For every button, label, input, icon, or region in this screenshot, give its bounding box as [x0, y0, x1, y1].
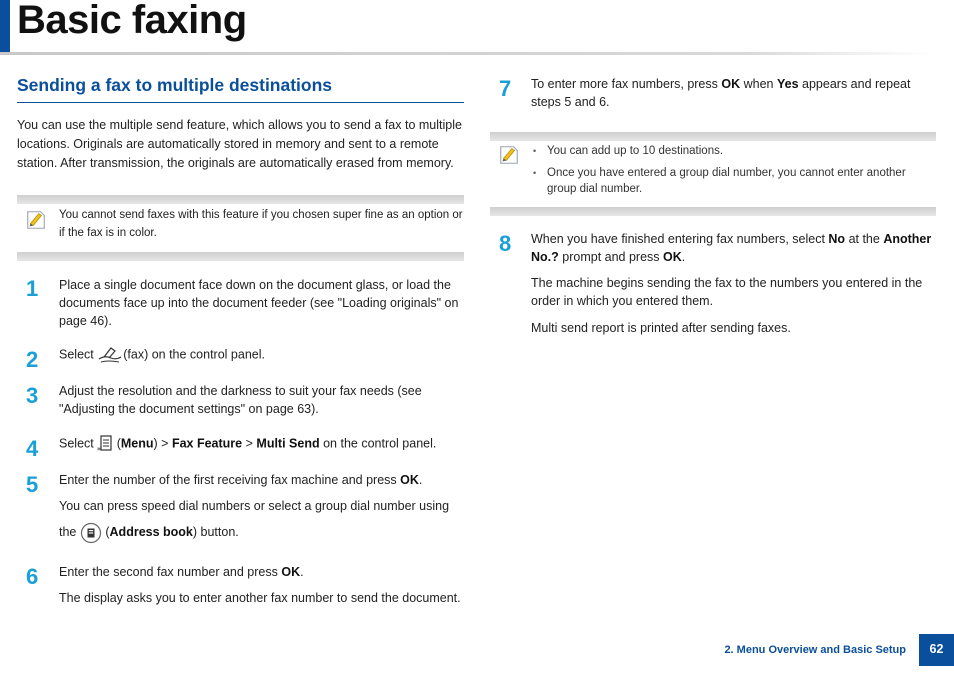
- yes-label: Yes: [776, 77, 799, 91]
- step-text-pre: To enter more fax numbers, press: [531, 77, 718, 91]
- step-number: 4: [26, 436, 39, 461]
- step-subtext: [59, 520, 467, 544]
- address-book-label: Address book: [109, 525, 193, 539]
- step-subtext: The machine begins sending the fax to the numbers you entered in the order in which you entered them.: [531, 276, 923, 308]
- step-text-pre: Select: [59, 347, 94, 362]
- note-list: [531, 143, 936, 203]
- separator: ) >: [153, 436, 169, 451]
- step-text: Adjust the resolution and the darkness to suit your fax needs (see "Adjusting the document settings" on page 63).: [59, 384, 422, 416]
- step-text-mid: at the: [848, 232, 880, 246]
- step-number: 3: [26, 383, 39, 408]
- note-box: [490, 132, 936, 216]
- svg-text:*: *: [97, 446, 102, 454]
- step-text-main: Enter the number of the first receiving fax machine and press: [59, 473, 397, 487]
- step-number: 5: [26, 472, 39, 497]
- menu-icon: [97, 434, 113, 454]
- step-text-pre: Select: [59, 436, 94, 451]
- note-pencil-icon: [25, 209, 47, 231]
- step-number: 6: [26, 564, 39, 589]
- intro-paragraph: You can use the multiple send feature, which allows you to send a fax to multiple locations. Originals are automatically stored in memory and sent to a remote station. After transmission, the originals are automatically erased from memory.: [17, 118, 462, 170]
- note-box: [17, 195, 464, 261]
- period: .: [681, 250, 686, 264]
- note-top-band: [17, 195, 464, 204]
- step-text: [59, 471, 467, 490]
- section-divider: [17, 102, 464, 103]
- fax-icon: [97, 345, 123, 365]
- step-text: [531, 75, 936, 111]
- step-text: [59, 434, 467, 454]
- step-text: Place a single document face down on the document glass, or load the documents face up into the document feeder (see "Loading originals" on page 46).: [59, 278, 459, 328]
- another-no-label: Another No.?: [531, 232, 932, 264]
- note-pencil-icon: [498, 144, 520, 166]
- ok-label: OK: [721, 77, 741, 91]
- note-bottom-band: [490, 207, 936, 216]
- step-number: 2: [26, 347, 39, 372]
- step-text-main: Enter the second fax number and press: [59, 565, 278, 579]
- step-text: [59, 563, 467, 582]
- step-number: 7: [499, 76, 512, 101]
- multi-send-label: Multi Send: [256, 436, 320, 451]
- step-text-pre: When you have finished entering fax numbers, select: [531, 232, 825, 246]
- step-subtext: You can press speed dial numbers or select a group dial number using: [59, 499, 450, 513]
- note-list-item: • Once you have entered a group dial number, you cannot enter another group dial number.: [531, 165, 936, 197]
- ok-label: OK: [281, 565, 301, 579]
- step-number: 1: [26, 276, 39, 301]
- step-text-post: prompt and press: [562, 250, 660, 264]
- fax-feature-label: Fax Feature: [171, 436, 243, 451]
- step-text-mid: when: [743, 77, 774, 91]
- note-bottom-band: [17, 252, 464, 261]
- title-accent-bar: [0, 0, 10, 52]
- paren-open: (: [116, 436, 121, 451]
- note-list-item: • You can add up to 10 destinations.: [531, 143, 936, 159]
- step-number: 8: [499, 231, 512, 256]
- menu-label: Menu: [120, 436, 154, 451]
- address-book-icon: [80, 522, 102, 544]
- paren-open: (: [105, 525, 110, 539]
- step-subtext-post: ) button.: [192, 525, 239, 539]
- note-text: You cannot send faxes with this feature if you chosen super fine as an option or if the fax is in color.: [59, 209, 463, 239]
- step-text-post: on the control panel.: [323, 436, 437, 451]
- step-text-post: (fax) on the control panel.: [123, 347, 265, 362]
- title-divider: [0, 52, 930, 55]
- step-text: [59, 345, 467, 365]
- step-text-post: appears and repeat steps 5 and 6.: [531, 77, 911, 109]
- note-top-band: [490, 132, 936, 141]
- step-subtext-pre: the: [59, 525, 77, 539]
- period: .: [300, 565, 304, 579]
- separator: >: [245, 436, 253, 451]
- section-heading: Sending a fax to multiple destinations: [17, 75, 333, 95]
- page-number-badge: 62: [919, 634, 954, 666]
- no-label: No: [828, 232, 846, 246]
- step-text: [531, 230, 936, 266]
- period: .: [418, 473, 423, 487]
- step-subtext: The display asks you to enter another fax number to send the document.: [59, 591, 461, 605]
- ok-label: OK: [400, 473, 419, 487]
- step-subtext: Multi send report is printed after sending faxes.: [531, 321, 791, 335]
- ok-label: OK: [663, 250, 682, 264]
- footer-section-link[interactable]: 2. Menu Overview and Basic Setup: [724, 644, 906, 656]
- page-title: Basic faxing: [17, 0, 247, 42]
